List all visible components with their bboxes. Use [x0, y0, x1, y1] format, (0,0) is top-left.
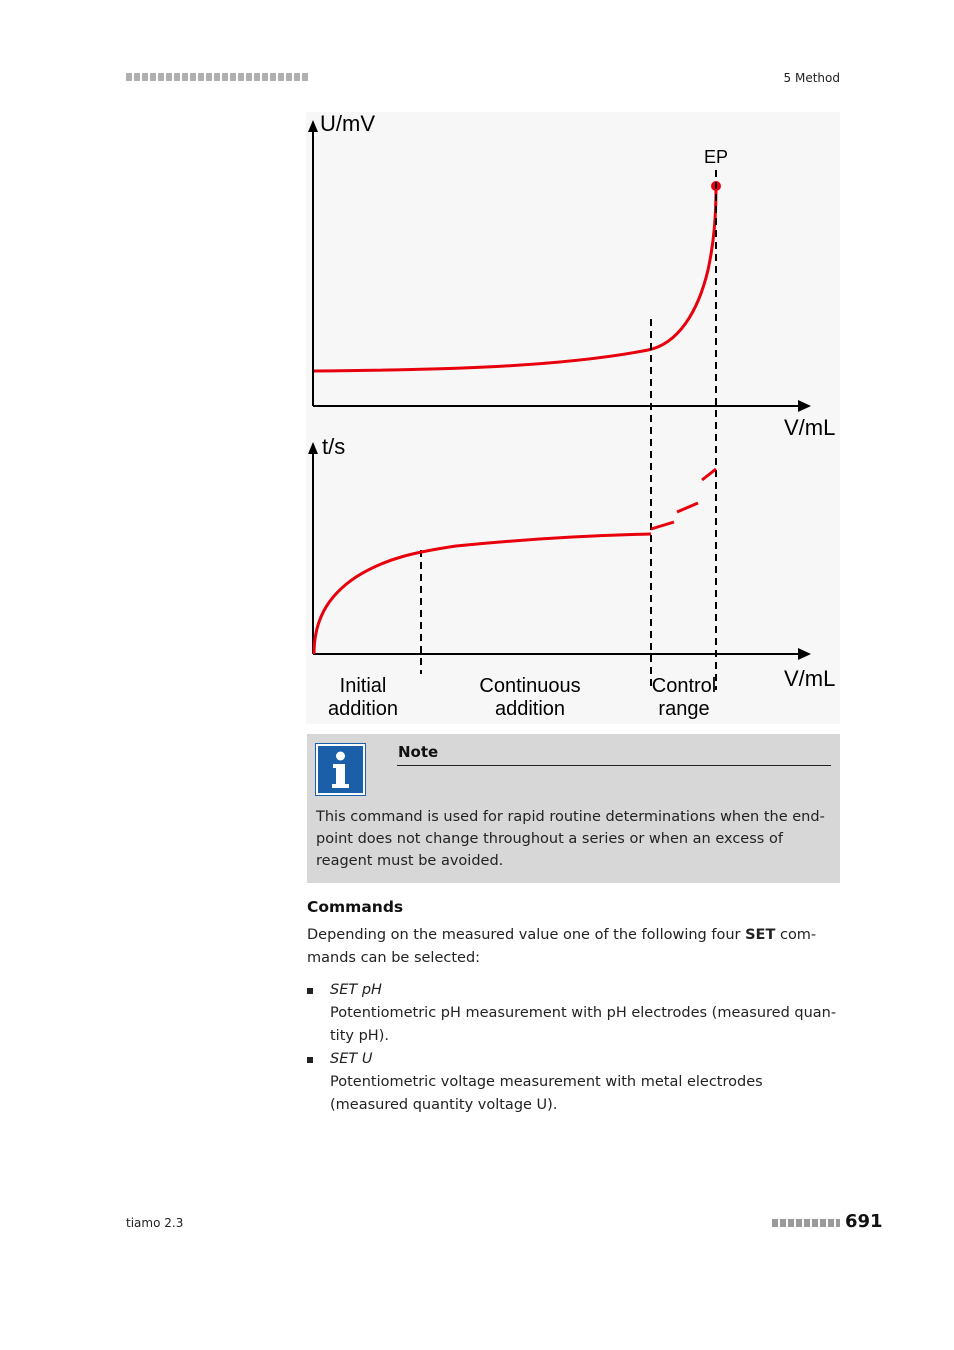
commands-list [307, 979, 837, 1117]
commands-intro [307, 924, 837, 970]
titration-diagram [306, 112, 840, 724]
commands-heading: Commands [307, 898, 404, 916]
endpoint-label: EP [704, 147, 729, 167]
footer-decoration [772, 1219, 840, 1227]
note-box [307, 734, 840, 883]
command-description: Potentiometric voltage measurement with metal electrodes (measured quantity voltage U). [330, 1074, 763, 1113]
lower-y-axis-label: t/s [322, 434, 346, 459]
diagram-svg [306, 112, 840, 724]
command-name: SET U [330, 1051, 373, 1067]
footer-product: tiamo 2.3 [126, 1216, 184, 1230]
region-initial-line1: Initial [339, 675, 387, 697]
upper-y-axis-label: U/mV [320, 112, 375, 136]
command-item-set-u [307, 1048, 837, 1117]
command-description: Potentiometric pH measurement with pH electrodes (measured quan-tity pH). [330, 1005, 837, 1044]
note-divider [397, 765, 831, 766]
region-control-line2: range [658, 698, 710, 720]
region-initial-line2: addition [327, 698, 399, 720]
note-title: Note [398, 743, 439, 761]
header-section-title: 5 Method [783, 71, 840, 85]
diagram-background [306, 112, 840, 724]
header-decoration [126, 73, 308, 81]
bullet-marker [307, 1057, 313, 1063]
note-body: This command is used for rapid routine determinations when the end-point does not change throughout a series or when an excess of reagent must be avoided. [316, 809, 825, 869]
bullet-marker [307, 988, 313, 994]
command-item-set-ph [307, 979, 837, 1048]
upper-x-axis-label: V/mL [784, 415, 836, 440]
region-control-line1: Control [651, 675, 717, 697]
command-name: SET pH [330, 982, 382, 998]
page-number: 691 [845, 1211, 883, 1232]
intro-set-keyword: SET [745, 927, 776, 943]
region-continuous-line2: addition [494, 698, 566, 720]
region-continuous-line1: Continuous [479, 675, 581, 697]
intro-text-start: Depending on the measured value one of the following four [307, 927, 746, 943]
lower-x-axis-label: V/mL [784, 666, 836, 691]
intro-text-end: com-mands can be selected: [307, 927, 817, 966]
info-icon [316, 744, 365, 795]
